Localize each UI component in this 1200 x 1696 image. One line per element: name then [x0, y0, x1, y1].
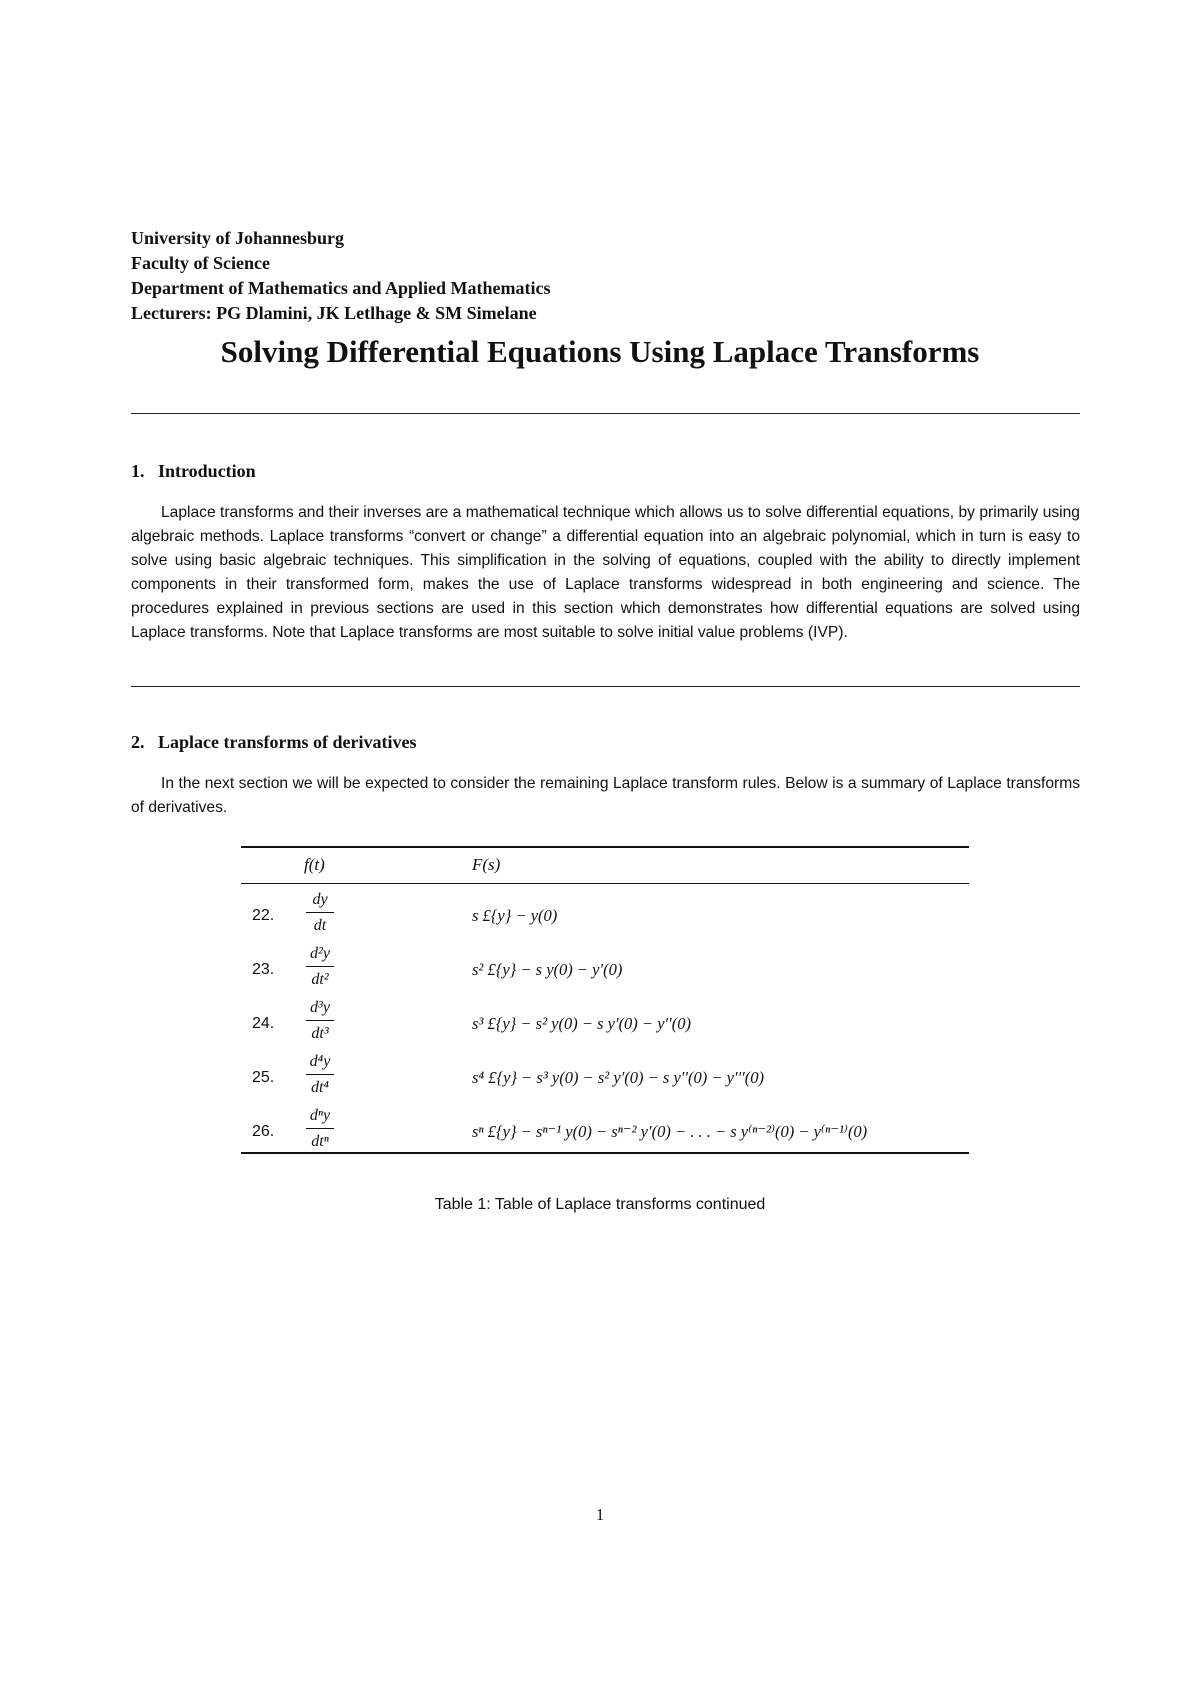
row-number: 22. — [252, 907, 275, 924]
derivative-fraction — [304, 1052, 336, 1100]
lecturers-line: Lecturers: PG Dlamini, JK Letlhage & SM Simelane — [131, 303, 537, 323]
fraction-denominator: dt² — [311, 971, 329, 988]
fraction-numerator: dⁿy — [309, 1107, 331, 1124]
divider-middle — [131, 686, 1080, 687]
table-bottom-rule — [241, 1152, 969, 1154]
header-block — [131, 226, 550, 326]
row-number: 23. — [252, 961, 275, 978]
laplace-formula: s² £{y} − s y(0) − y′(0) — [472, 960, 623, 979]
row-number: 24. — [252, 1015, 275, 1032]
fraction-denominator: dtⁿ — [311, 1133, 329, 1150]
fraction-denominator: dt⁴ — [310, 1079, 329, 1096]
table-row — [0, 1052, 1200, 1106]
section-heading-derivatives — [131, 731, 416, 753]
table-row — [0, 890, 1200, 944]
fraction-numerator: d⁴y — [309, 1053, 331, 1070]
table-row — [0, 944, 1200, 998]
laplace-formula: s³ £{y} − s² y(0) − s y′(0) − y′′(0) — [472, 1014, 691, 1033]
section-heading-introduction — [131, 460, 256, 482]
row-number: 26. — [252, 1123, 275, 1140]
laplace-formula: s⁴ £{y} − s³ y(0) − s² y′(0) − s y′′(0) − y′′′(0) — [472, 1068, 765, 1087]
derivatives-paragraph: In the next section we will be expected to consider the remaining Laplace transform rules. Below is a summary of Laplace transforms of derivatives. — [131, 775, 1080, 817]
section-number: 2. — [131, 732, 145, 752]
table-row — [0, 998, 1200, 1052]
divider-top — [131, 413, 1080, 414]
table-top-rule — [241, 846, 969, 848]
laplace-formula: s £{y} − y(0) — [472, 906, 558, 925]
introduction-paragraph: Laplace transforms and their inverses are a mathematical technique which allows us to solve differential equations, by primarily using algebraic methods. Laplace transforms “convert or change” a differential equation into an algebraic polynomial, which in turn is easy to solve using basic algebraic techniques. This simplification in the solving of equations, coupled with the ability to directly implement components in their transformed form, makes the use of Laplace transforms widespread in both engineering and science. The procedures explained in previous sections are used in this section which demonstrates how differential equations are solved using Laplace transforms. Note that Laplace transforms are most suitable to solve initial value problems (IVP). — [131, 504, 1080, 642]
section-number: 1. — [131, 461, 145, 481]
table-header-rule — [241, 883, 969, 884]
column-header-F: F(s) — [472, 855, 501, 874]
faculty-name: Faculty of Science — [131, 253, 270, 273]
university-name: University of Johannesburg — [131, 228, 345, 248]
document-title: Solving Differential Equations Using Laplace Transforms — [220, 334, 980, 369]
row-number: 25. — [252, 1069, 275, 1086]
section-title: Laplace transforms of derivatives — [158, 732, 417, 752]
department-name: Department of Mathematics and Applied Mathematics — [131, 278, 551, 298]
derivative-fraction — [304, 998, 336, 1046]
derivative-fraction — [304, 890, 336, 938]
fraction-denominator: dt³ — [311, 1025, 329, 1042]
fraction-numerator: d³y — [310, 999, 330, 1016]
section-title: Introduction — [158, 461, 256, 481]
laplace-formula: sⁿ £{y} − sⁿ⁻¹ y(0) − sⁿ⁻² y′(0) − . . . − s y⁽ⁿ⁻²⁾(0) − y⁽ⁿ⁻¹⁾(0) — [472, 1122, 868, 1141]
column-header-f: f(t) — [304, 855, 325, 874]
fraction-numerator: d²y — [310, 945, 330, 962]
page-number: 1 — [595, 1505, 605, 1524]
fraction-numerator: dy — [312, 891, 328, 908]
table-caption: Table 1: Table of Laplace transforms continued — [434, 1196, 766, 1213]
derivative-fraction — [304, 944, 336, 992]
fraction-denominator: dt — [313, 917, 327, 934]
derivative-fraction — [304, 1106, 336, 1154]
